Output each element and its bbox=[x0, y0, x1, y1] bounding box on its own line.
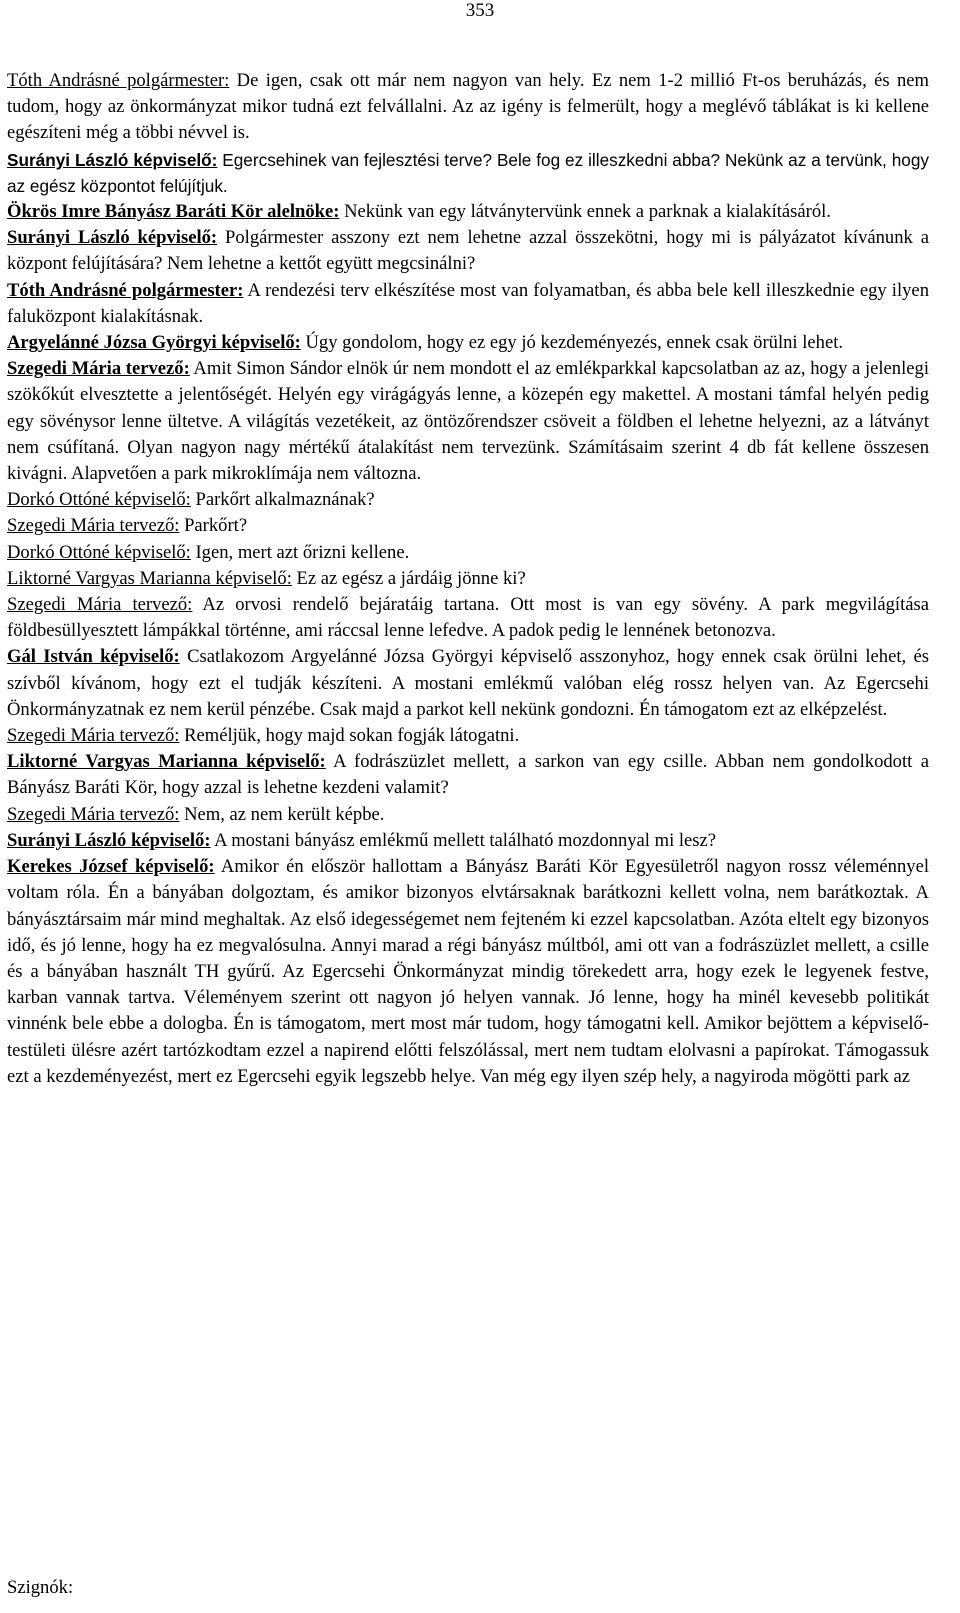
minutes-paragraph bbox=[7, 854, 929, 1090]
speaker-name: Dorkó Ottóné képviselő: bbox=[7, 541, 191, 563]
speaker-name: Surányi László képviselő: bbox=[7, 227, 218, 249]
speaker-name: Liktorné Vargyas Marianna képviselő: bbox=[7, 751, 326, 773]
speaker-name: Szegedi Mária tervező: bbox=[7, 725, 180, 747]
minutes-paragraph bbox=[7, 356, 929, 487]
speaker-name: Szegedi Mária tervező: bbox=[7, 803, 180, 825]
minutes-paragraph bbox=[7, 147, 929, 199]
speaker-name: Szegedi Mária tervező: bbox=[7, 594, 193, 616]
minutes-body bbox=[7, 68, 929, 1090]
minutes-paragraph bbox=[7, 225, 929, 277]
speech-text: Amit Simon Sándor elnök úr nem mondott el az emlékparkkal kapcsolatban az az, hogy a jelenlegi szökőkút elvesztette a jelentőségét. Helyén egy virágágyás lenne, a közepén egy makettel. A mostani támfal helyén pedig egy sövénysor lenne ültetve. A világítás vezetékeit, az öntözőrendszer csöveit a földben el lehetne helyezni, az a látványt nem csúfítaná. Olyan nagyon nagy mértékű átalakítást nem tervezünk. Számításaim szerint 4 db fát kellene összesen kivágni. Alapvetően a park mikroklímája nem változna. bbox=[7, 358, 929, 485]
speech-text: A mostani bányász emlékmű mellett található mozdonnyal mi lesz? bbox=[210, 829, 717, 851]
minutes-paragraph bbox=[7, 278, 929, 330]
speech-text: A rendezési terv elkészítése most van folyamatban, és abba bele kell illeszkednie egy ilyen faluközpont kialakításnak. bbox=[7, 279, 929, 327]
speech-text: A fodrászüzlet mellett, a sarkon van egy csille. Abban nem gondolkodott a Bányász Baráti Kör, hogy azzal is lehetne kezdeni valamit? bbox=[7, 751, 929, 799]
minutes-paragraph bbox=[7, 828, 929, 854]
minutes-paragraph bbox=[7, 330, 929, 356]
speech-text: Nem, az nem került képbe. bbox=[179, 803, 385, 825]
speaker-name: Argyelánné Józsa Györgyi képviselő: bbox=[7, 332, 301, 354]
speaker-name: Gál István képviselő: bbox=[7, 646, 180, 668]
speaker-name: Ökrös Imre Bányász Baráti Kör alelnöke: bbox=[7, 201, 340, 223]
speaker-name: Kerekes József képviselő: bbox=[7, 856, 215, 878]
speaker-name: Tóth Andrásné polgármester: bbox=[7, 279, 244, 301]
speech-text: Parkőrt? bbox=[179, 515, 248, 537]
speech-text: Reméljük, hogy majd sokan fogják látogatni. bbox=[179, 725, 520, 747]
speech-text: De igen, csak ott már nem nagyon van hely. Ez nem 1-2 millió Ft-os beruházás, és nem tudom, hogy az önkormányzat mikor tudná ezt felvállalni. Az az igény is felmerült, hogy a meglévő táblákat is ki kellene egészíteni még a többi névvel is. bbox=[7, 70, 929, 144]
minutes-paragraph bbox=[7, 199, 929, 225]
speaker-name: Surányi László képviselő: bbox=[7, 149, 218, 170]
speech-text: Igen, mert azt őrizni kellene. bbox=[190, 541, 410, 563]
minutes-paragraph bbox=[7, 749, 929, 801]
speaker-name: Surányi László képviselő: bbox=[7, 829, 211, 851]
speaker-name: Liktorné Vargyas Marianna képviselő: bbox=[7, 567, 292, 589]
minutes-paragraph bbox=[7, 723, 929, 749]
speech-text: Parkőrt alkalmaznának? bbox=[190, 489, 375, 511]
speaker-name: Dorkó Ottóné képviselő: bbox=[7, 489, 191, 511]
minutes-paragraph bbox=[7, 644, 929, 723]
speech-text: Egercsehinek van fejlesztési terve? Bele fog ez illeszkedni abba? Nekünk az a tervünk, hogy az egész központot felújítjuk. bbox=[7, 149, 929, 196]
minutes-paragraph bbox=[7, 487, 929, 513]
speech-text: Amikor én először hallottam a Bányász Baráti Kör Egyesületről nagyon rossz véleménnyel voltam róla. Én a bányában dolgoztam, és amikor bizonyos elvtársaknak barátkozni kellett volna, nem barátkoztak. A bányásztársaim már mind meghaltak. Az első idegességemet nem fejteném ki ezzel kapcsolatban. Azóta eltelt egy bizonyos idő, és jó lenne, hogy ha ez megvalósulna. Annyi marad a régi bányász múltból, ami ott van a fodrászüzlet mellett, a csille és a bányában használt TH gyűrű. Az Egercsehi Önkormányzat mindig törekedett arra, hogy ezek le legyenek festve, karban vannak tartva. Véleményem szerint ott nagyon jó helyen vannak. Jó lenne, hogy ha minél kevesebb politikát vinnénk bele ebbe a dologba. Én is támogatom, mert most már tudom, hogy támogatni kell. Amikor bejöttem a képviselő-testületi ülésre azért tartózkodtam ezzel a napirend előtti felszólással, mert nem tudtam elolvasni a papírokat. Támogassuk ezt a kezdeményezést, mert ez Egercsehi egyik legszebb helye. Van még egy ilyen szép hely, a nagyiroda mögötti park az bbox=[7, 856, 929, 1087]
speaker-name: Szegedi Mária tervező: bbox=[7, 358, 190, 380]
page-number: 353 bbox=[465, 0, 495, 21]
speech-text: Csatlakozom Argyelánné Józsa Györgyi képviselő asszonyhoz, hogy ennek csak örülni lehet, és szívből kívánom, hogy ezt el tudják készíteni. A mostani emlékmű valóban elég rossz helyen van. Az Egercsehi Önkormányzatnak ez nem kerül pénzébe. Csak majd a parkot kell nekünk gondozni. Én támogatom ezt az elképzelést. bbox=[7, 646, 929, 720]
speech-text: Polgármester asszony ezt nem lehetne azzal összekötni, hogy mi is pályázatot kívánunk a központ felújítására? Nem lehetne a kettőt együtt megcsinálni? bbox=[7, 227, 929, 275]
minutes-paragraph bbox=[7, 68, 929, 147]
speech-text: Ez az egész a járdáig jönne ki? bbox=[291, 567, 526, 589]
speech-text: Nekünk van egy látványtervünk ennek a parknak a kialakításáról. bbox=[339, 201, 831, 223]
speaker-name: Tóth Andrásné polgármester: bbox=[7, 70, 230, 91]
speaker-name: Szegedi Mária tervező: bbox=[7, 515, 180, 537]
speech-text: Az orvosi rendelő bejáratáig tartana. Ott most is van egy sövény. A park megvilágítása földbesüllyesztett lámpákkal történne, ami ráccsal lenne lefedve. A padok pedig le lennének betonozva. bbox=[7, 594, 929, 642]
speech-text: Úgy gondolom, hogy ez egy jó kezdeményezés, ennek csak örülni lehet. bbox=[300, 332, 844, 354]
minutes-paragraph bbox=[7, 540, 929, 566]
minutes-paragraph bbox=[7, 592, 929, 644]
minutes-paragraph bbox=[7, 802, 929, 828]
minutes-paragraph bbox=[7, 513, 929, 539]
signatures-label: Szignók: bbox=[7, 1577, 74, 1598]
minutes-paragraph bbox=[7, 566, 929, 592]
